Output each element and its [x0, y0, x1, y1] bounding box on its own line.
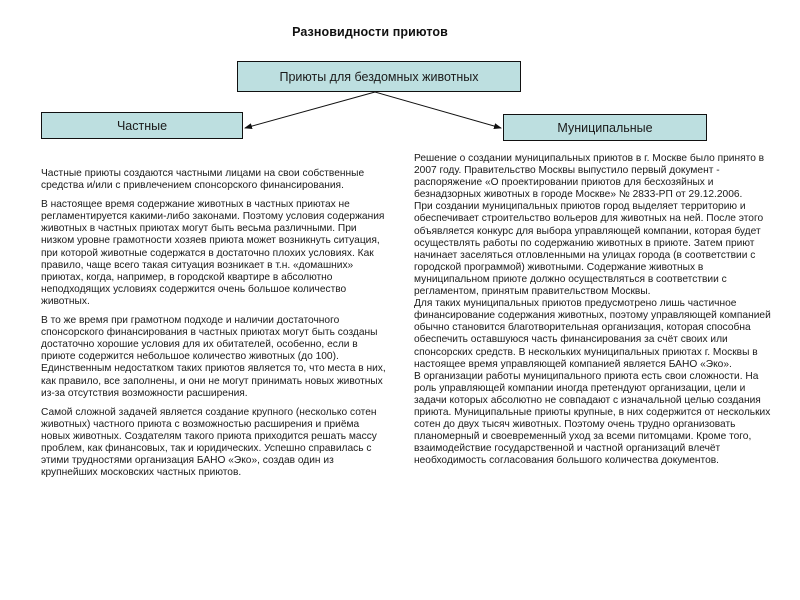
root-node-label: Приюты для бездомных животных: [279, 69, 479, 84]
municipal-shelters-box: [503, 114, 707, 141]
page-title: Разновидности приютов: [292, 25, 448, 39]
root-node-box: [237, 61, 521, 92]
private-paragraph: Самой сложной задачей является создание крупного (несколько сотен животных) частного приюта с возможностью расширения и приёма новых животных. Создателям такого приюта приходится решать массу проблем, как финансовых, так и юридических. Успешно справилась с этими трудностями организация БАНО «Эко», создав один из крупнейших московских частных приютов.: [41, 406, 377, 479]
private-shelters-box: [41, 112, 243, 139]
municipal-shelters-description: [414, 153, 774, 467]
private-shelters-description: [41, 168, 386, 479]
private-paragraph: Частные приюты создаются частными лицами на свои собственные средства и/или с привлечением спонсорского финансирования.: [41, 168, 365, 192]
municipal-paragraph: В организации работы муниципального приюта есть свои сложности. На роль управляющей компании иногда претендуют организации, цели и задачи которых абсолютно не совпадают с изначальной целью создания приюта. Муниципальные приюты крупные, в них содержится от нескольких сотен до двух тысяч животных. Поэтому очень трудно организовать планомерный и своевременный уход за всеми питомцами. Кроме того, взаимодействие государственной и частной организаций влечёт необходимость согласования большого количества документов.: [414, 370, 771, 467]
municipal-paragraph: Решение о создании муниципальных приютов в г. Москве было принято в 2007 году. Правительство Москвы выпустило первый документ - распоряжение «О проектировании приютов для бесхозяйных и безнадзорных животных в городе Москве» № 2833-РП от 29.12.2006.: [414, 153, 765, 201]
private-shelters-label: Частные: [116, 118, 168, 133]
arrow-to-municipal: [375, 92, 501, 128]
municipal-shelters-label: Муниципальные: [557, 120, 653, 135]
municipal-paragraph: При создании муниципальных приютов город выделяет территорию и обеспечивает строительство вольеров для животных на ней. После этого объявляется конкурс для выбора управляющей компании, которая будет осуществлять работы по содержанию животных в приюте. Затем приют начинает заселяться отловленными на улицах города (в соответствии с городской программой) животными. Содержание животных в муниципальном приюте должно осуществляться в соответствии с регламентом, принятым правительством Москвы.: [414, 201, 764, 298]
private-paragraph: В то же время при грамотном подходе и наличии достаточного спонсорского финансирования в частных приютах могут быть созданы достаточно хорошие условия для их обитателей, особенно, если в приюте содержится небольшое количество животных (до 100). Единственным недостатком таких приютов является то, что места в них, как правило, все заполнены, и они не могут принимать новых животных из-за отсутствия возможности расширения.: [41, 315, 386, 399]
private-paragraph: В настоящее время содержание животных в частных приютах не регламентируется какими-либо законами. Поэтому условия содержания животных в частных приютах могут быть весьма различными. При низком уровне грамотности хозяев приюта может возникнуть ситуация, при которой животные содержатся в достаточно плохих условиях. Как правило, чаще всего такая ситуация возникает в т.н. «домашних» приютах, когда, например, в городской квартире в абсолютно неподходящих условиях содержится очень большое количество животных.: [41, 199, 385, 307]
municipal-paragraph: Для таких муниципальных приютов предусмотрено лишь частичное финансирование содержания животных, поэтому управляющей компанией обычно становится благотворительная организация, которая способна обеспечить оставшуюся часть финансирования за счёт своих или спонсорских средств. В нескольких муниципальных приютах г. Москвы в настоящее время управляющей компанией является БАНО «Эко».: [414, 298, 771, 370]
arrow-to-private: [245, 92, 375, 128]
